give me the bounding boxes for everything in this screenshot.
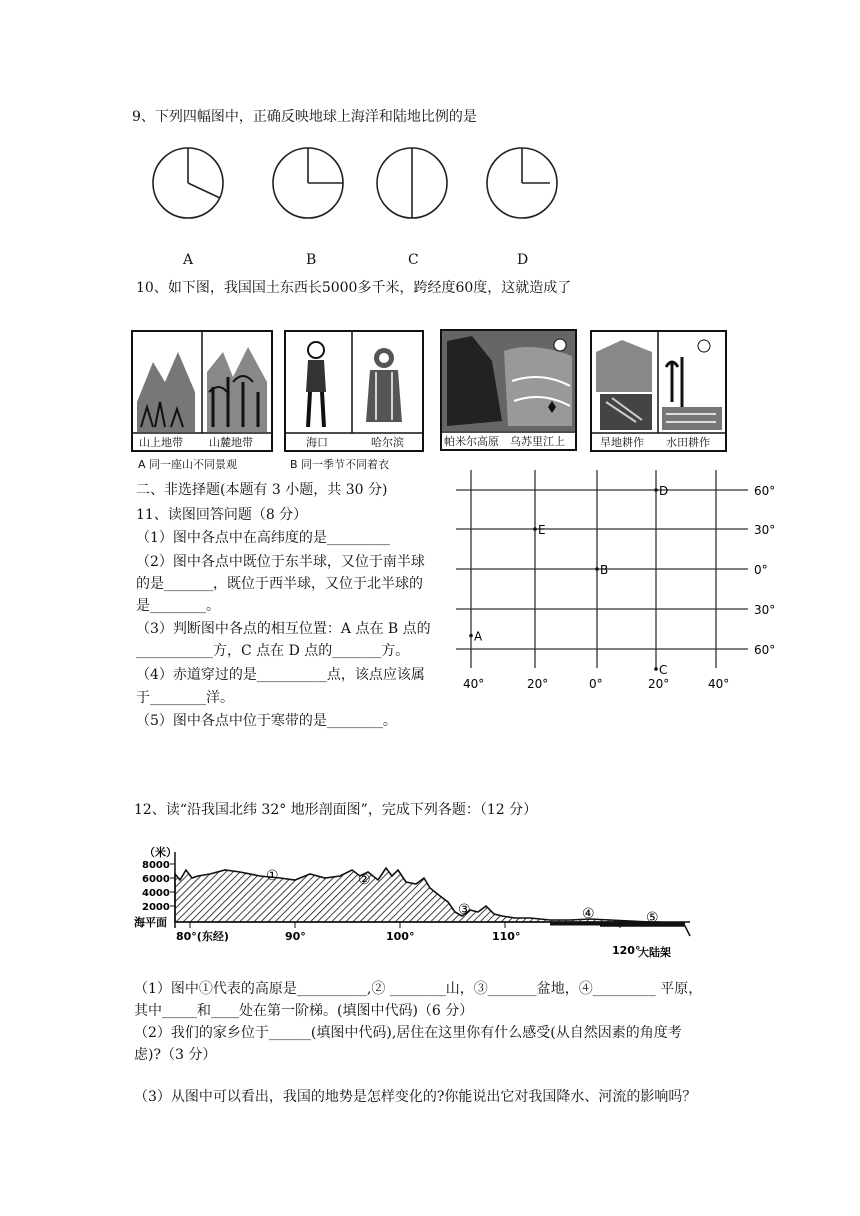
grid-point-e [533, 527, 537, 531]
q11-title: 11、读图回答问题（8 分） [136, 507, 308, 523]
q10-panel-b [284, 330, 424, 452]
x-label-100: 100° [386, 930, 415, 943]
grid-point-label-a: A [474, 629, 483, 644]
panel-c-right-label: 乌苏里江上 [510, 435, 565, 448]
panel-b-left-label: 海口 [306, 436, 328, 449]
panel-d-left-label: 旱地耕作 [600, 436, 644, 449]
q11-line-2: （2）图中各点中既位于东半球，又位于南半球 [136, 554, 425, 570]
panel-b-right-label: 哈尔滨 [371, 436, 404, 449]
lat-lon-grid [448, 466, 788, 700]
q10-panel-c [440, 329, 577, 451]
grid-point-label-d: D [659, 484, 669, 498]
option-b: B [306, 252, 317, 268]
q10-panel-a [131, 330, 273, 452]
q11-line-3: 的是_______，既位于西半球，又位于北半球的 [136, 576, 423, 592]
option-a: A [183, 252, 194, 268]
grid-lat-label: 60° [754, 643, 776, 657]
grid-lon-label: 40° [463, 677, 485, 691]
q12-sub2-line2: 虑)?（3 分） [134, 1047, 217, 1063]
q11-line-6: ___________方，C 点在 D 点的_______方。 [136, 643, 410, 659]
q11-line-8: 于________洋。 [136, 690, 234, 706]
q10-question: 10、如下图，我国国土东西长5000多千米，跨经度60度，这就造成了 [136, 280, 572, 296]
pie-b [273, 148, 343, 218]
q9-question: 9、下列四幅图中，正确反映地球上海洋和陆地比例的是 [132, 109, 477, 125]
section2-heading: 二、非选择题(本题有 3 小题，共 30 分) [136, 482, 388, 498]
y-tick-2000: 2000 [142, 902, 170, 913]
q12-sub2-line1: （2）我们的家乡位于______(填图中代码),居住在这里你有什么感受(从自然因素的角度考 [134, 1025, 682, 1041]
mountain-scene-illustration [133, 332, 271, 450]
terrain-profile-32n [130, 840, 700, 960]
panel-a-caption: A 同一座山不同景观 [138, 458, 238, 471]
grid-lon-label: 20° [648, 677, 670, 691]
pie-d [487, 148, 557, 218]
q9-pie-diagrams [150, 140, 570, 230]
y-tick-6000: 6000 [142, 874, 170, 885]
panel-a-right-label: 山麓地带 [209, 436, 253, 449]
panel-d-right-label: 水田耕作 [666, 436, 710, 449]
x-label-90: 90° [285, 930, 306, 943]
y-tick-4000: 4000 [142, 888, 170, 899]
q11-line-5: （3）判断图中各点的相互位置：A 点在 B 点的 [136, 621, 431, 637]
grid-point-d [654, 488, 658, 492]
profile-unit: （米） [144, 846, 177, 859]
pie-a [153, 148, 223, 218]
q12-title: 12、读“沿我国北纬 32° 地形剖面图”，完成下列各题：（12 分） [134, 802, 538, 818]
marker-1: ① [266, 868, 279, 884]
q12-sub1-line1: （1）图中①代表的高原是__________,② ________山，③_______盆地，④_________ 平原， [134, 981, 703, 997]
marker-5: ⑤ [646, 910, 659, 926]
x-label-80: 80°(东经) [176, 930, 229, 943]
marker-4: ④ [582, 906, 595, 922]
grid-point-label-e: E [538, 523, 546, 537]
q11-line-1: （1）图中各点中在高纬度的是_________ [136, 530, 390, 546]
grid-lat-label: 60° [754, 484, 776, 498]
pie-c [377, 148, 447, 218]
x-label-110: 110° [492, 930, 521, 943]
continental-shelf-label: 大陆架 [638, 946, 671, 959]
grid-point-b [595, 567, 599, 571]
plateau-river-illustration [442, 331, 575, 449]
panel-b-caption: B 同一季节不同着衣 [290, 458, 390, 471]
panel-c-left-label: 帕米尔高原 [444, 435, 499, 448]
sea-level-label: 海平面 [134, 916, 167, 929]
grid-lon-label: 0° [589, 677, 603, 691]
grid-point-c [654, 667, 658, 671]
q12-sub3: （3）从图中可以看出，我国的地势是怎样变化的?你能说出它对我国降水、河流的影响吗？ [134, 1089, 697, 1105]
grid-point-a [469, 634, 473, 638]
grid-lat-label: 30° [754, 523, 776, 537]
marker-3: ③ [458, 902, 471, 918]
clothing-figures-illustration [286, 332, 422, 450]
marker-2: ② [358, 872, 371, 888]
grid-lat-label: 30° [754, 603, 776, 617]
grid-lat-label: 0° [754, 563, 768, 577]
y-tick-8000: 8000 [142, 860, 170, 871]
grid-lon-label: 20° [527, 677, 549, 691]
q11-line-9: （5）图中各点中位于寒带的是________。 [136, 713, 397, 729]
x-label-120: 120° [612, 944, 641, 957]
q11-line-7: （4）赤道穿过的是__________点，该点应该属 [136, 667, 425, 683]
farming-illustration [592, 332, 725, 450]
q11-line-4: 是________。 [136, 598, 220, 614]
grid-point-label-c: C [659, 663, 668, 677]
q10-panel-d [590, 330, 727, 452]
option-c: C [408, 252, 419, 268]
q12-sub1-line2: 其中_____和____处在第一阶梯。(填图中代码)（6 分） [134, 1003, 474, 1019]
grid-lon-label: 40° [708, 677, 730, 691]
grid-point-label-b: B [600, 563, 609, 577]
option-d: D [517, 252, 529, 268]
panel-a-left-label: 山上地带 [139, 436, 183, 449]
